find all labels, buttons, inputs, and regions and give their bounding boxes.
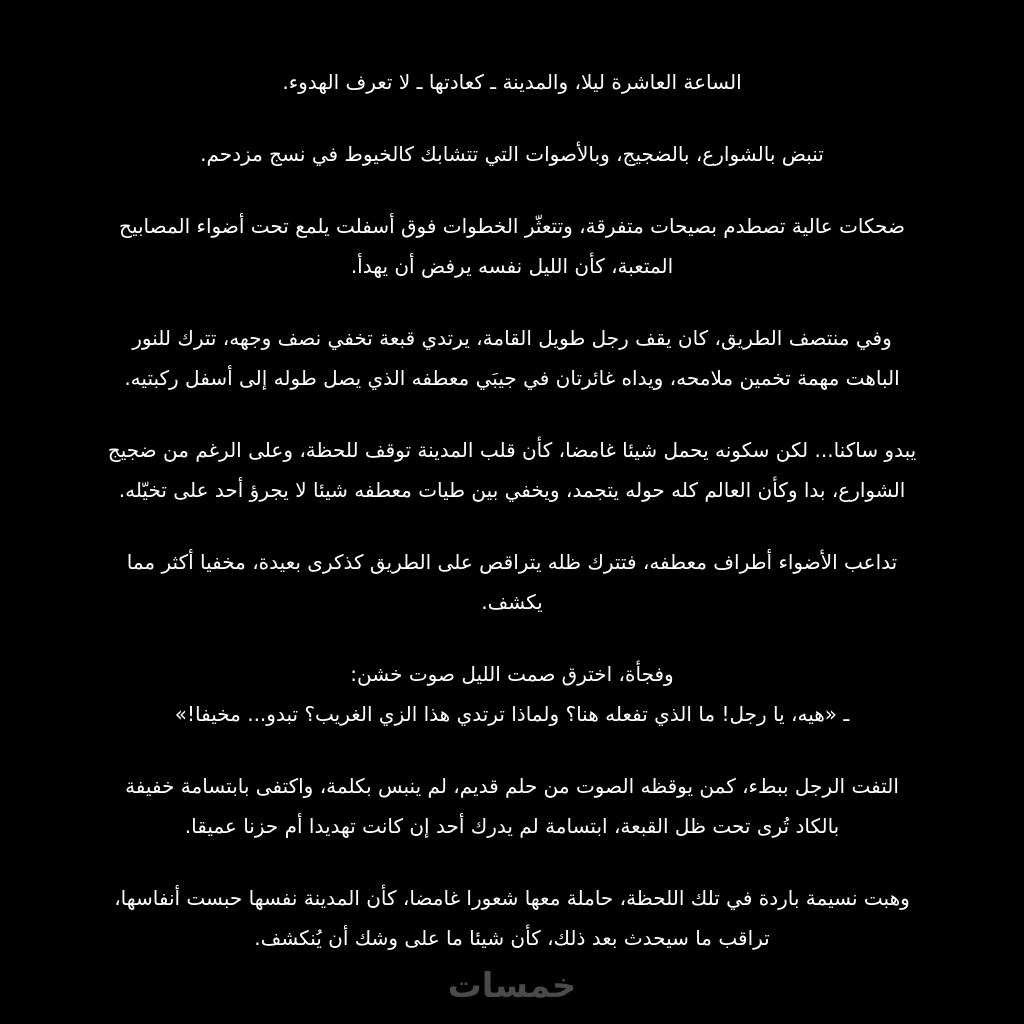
- paragraph-line: تنبض بالشوارع، بالضجيج، وبالأصوات التي تتشابك كالخيوط في نسج مزدحم.: [200, 142, 824, 166]
- paragraph-line: تراقب ما سيحدث بعد ذلك، كأن شيئا ما على وشك أن يُنكشف.: [254, 926, 770, 950]
- paragraph-7: [22, 654, 1002, 734]
- paragraph-line: الباهت مهمة تخمين ملامحه، ويداه غائرتان في جيبَي معطفه الذي يصل طوله إلى أسفل ركبتيه.: [124, 366, 900, 390]
- paragraph-2: [22, 134, 1002, 174]
- story-text: [22, 62, 1002, 990]
- paragraph-line: ضحكات عالية تصطدم بصيحات متفرقة، وتتعثّر الخطوات فوق أسفلت يلمع تحت أضواء المصابيح: [119, 214, 905, 238]
- paragraph-1: [22, 62, 1002, 102]
- paragraph-line: الشوارع، بدا وكأن العالم كله حوله يتجمد، ويخفي بين طيات معطفه شيئا لا يجرؤ أحد على تخيّله.: [118, 478, 906, 502]
- paragraph-6: [22, 542, 1002, 622]
- paragraph-line: وهبت نسيمة باردة في تلك اللحظة، حاملة معها شعورا غامضا، كأن المدينة نفسها حبست أنفاسها،: [114, 886, 910, 910]
- paragraph-line: وفجأة، اخترق صمت الليل صوت خشن:: [350, 662, 674, 686]
- paragraph-line: الساعة العاشرة ليلا، والمدينة ـ كعادتها ـ لا تعرف الهدوء.: [282, 70, 742, 94]
- khamsat-watermark-logo: خمسات: [447, 966, 577, 1006]
- paragraph-9: [22, 878, 1002, 958]
- paragraph-line: تداعب الأضواء أطراف معطفه، فتترك ظله يتراقص على الطريق كذكرى بعيدة، مخفيا أكثر مما: [126, 550, 898, 574]
- paragraph-4: [22, 318, 1002, 398]
- paragraph-line: يبدو ساكنا... لكن سكونه يحمل شيئا غامضا، كأن قلب المدينة توقف للحظة، وعلى الرغم من ضجيج: [107, 438, 917, 462]
- paragraph-3: [22, 206, 1002, 286]
- paragraph-line: التفت الرجل ببطء، كمن يوقظه الصوت من حلم قديم، لم ينبس بكلمة، واكتفى بابتسامة خفيفة: [125, 774, 899, 798]
- paragraph-line: بالكاد تُرى تحت ظل القبعة، ابتسامة لم يدرك أحد إن كانت تهديدا أم حزنا عميقا.: [184, 814, 840, 838]
- paragraph-line: المتعبة، كأن الليل نفسه يرفض أن يهدأ.: [350, 254, 674, 278]
- paragraph-line: وفي منتصف الطريق، كان يقف رجل طويل القامة، يرتدي قبعة تخفي نصف وجهه، تترك للنور: [132, 326, 892, 350]
- dialogue-line: ـ «هيه، يا رجل! ما الذي تفعله هنا؟ ولماذا ترتدي هذا الزي الغريب؟ تبدو... مخيفا!»: [174, 702, 850, 726]
- paragraph-line: يكشف.: [481, 590, 543, 614]
- paragraph-8: [22, 766, 1002, 846]
- paragraph-5: [22, 430, 1002, 510]
